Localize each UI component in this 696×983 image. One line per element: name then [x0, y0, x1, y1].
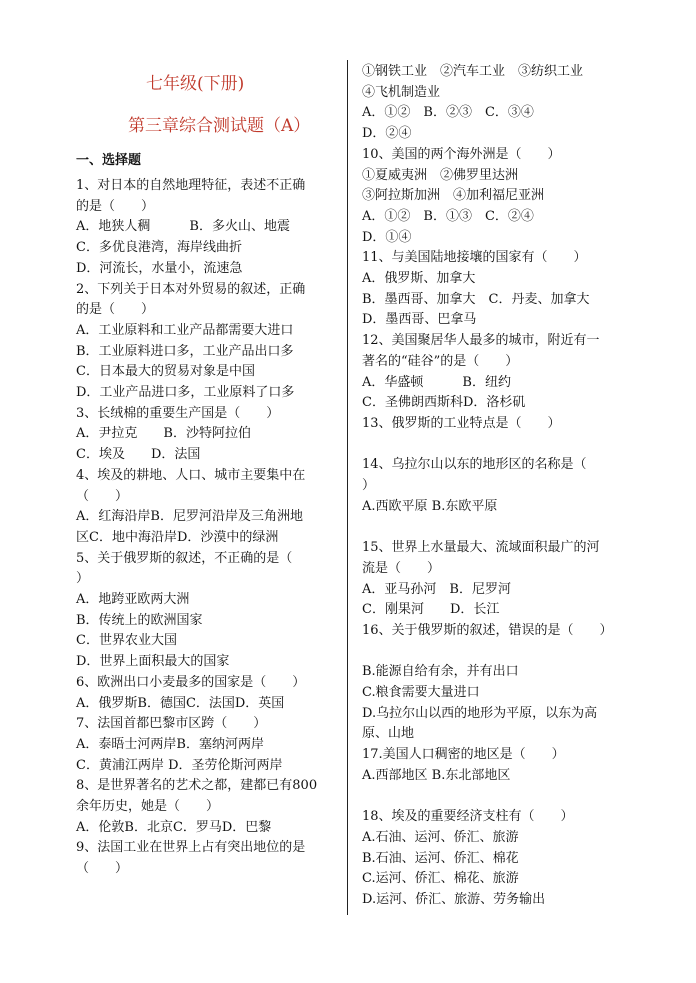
text-line: A．俄罗斯、加拿大: [362, 271, 476, 286]
text-line: A．泰晤士河两岸B．塞纳河两岸: [76, 736, 264, 752]
text-line: 原、山地: [362, 726, 415, 742]
text-line: D.运河、侨汇、旅游、劳务输出: [362, 892, 546, 907]
text-line: B．工业原料进口多，工业产品出口多: [76, 343, 294, 359]
text-line: C．埃及 D．法国: [76, 447, 201, 463]
text-line: A．工业原料和工业产品都需要大进口: [76, 322, 294, 338]
text-line: ④飞机制造业: [362, 84, 441, 100]
text-line: 的是（ ）: [76, 198, 155, 214]
text-line: D．②④: [362, 126, 412, 142]
text-line: A.西欧平原 B.东欧平原: [362, 498, 498, 514]
text-line: B.能源自给有余，并有出口: [362, 664, 519, 680]
text-line: C．世界农业大国: [76, 633, 177, 649]
text-line: A．①② B．①③ C．②④: [362, 208, 534, 224]
page-title: 七年级(下册): [146, 74, 245, 94]
text-line: D．墨西哥、巴拿马: [362, 312, 477, 328]
text-line: D．世界上面积最大的国家: [76, 654, 230, 670]
text-line: A.西部地区 B.东北部地区: [362, 767, 511, 783]
text-line: A．尹拉克 B．沙特阿拉伯: [76, 426, 251, 442]
text-line: 15、世界上水量最大、流域面积最广的河: [362, 540, 600, 556]
text-line: D．工业产品进口多，工业原料了口多: [76, 385, 295, 400]
text-line: 16、关于俄罗斯的叙述，错误的是（ ）: [362, 622, 613, 638]
text-line: 18、埃及的重要经济支柱有（ ）: [362, 809, 574, 825]
text-line: C．刚果河 D．长江: [362, 602, 500, 618]
text-line: A.石油、运河、侨汇、旅游: [362, 829, 519, 845]
text-line: D.乌拉尔山以西的地形为平原，以东为高: [362, 705, 598, 721]
text-line: ①夏威夷洲 ②佛罗里达洲: [362, 167, 519, 183]
text-line: 余年历史，她是（ ）: [76, 799, 220, 814]
text-line: 12、美国聚居华人最多的城市，附近有一: [362, 333, 600, 349]
text-line: 3、长绒棉的重要生产国是（ ）: [76, 405, 280, 421]
text-line: C．多优良港湾，海岸线曲折: [76, 240, 242, 256]
text-line: 8、是世界著名的艺术之都，建都已有800: [76, 778, 318, 794]
section-heading: 一、选择题: [76, 153, 142, 168]
text-line: 的是（ ）: [76, 302, 155, 318]
text-line: A．俄罗斯B．德国C．法国D．英国: [76, 695, 285, 711]
text-line: C.运河、侨汇、棉花、旅游: [362, 871, 519, 887]
text-line: 10、美国的两个海外洲是（ ）: [362, 146, 561, 162]
text-line: 4、埃及的耕地、人口、城市主要集中在: [76, 467, 306, 483]
text-line: 14、乌拉尔山以东的地形区的名称是（: [362, 457, 587, 473]
text-line: A．地跨亚欧两大洲: [76, 592, 190, 607]
text-line: 1、对日本的自然地理特征，表述不正确: [76, 178, 306, 193]
text-line: C.粮食需要大量进口: [362, 685, 480, 700]
text-line: ）: [362, 478, 376, 493]
page-subtitle: 第三章综合测试题（A）: [128, 116, 311, 136]
text-line: A．红海沿岸B．尼罗河沿岸及三角洲地: [76, 509, 303, 525]
text-line: 著名的“硅谷”的是（ ）: [362, 353, 519, 369]
text-line: A．①② B．②③ C．③④: [362, 105, 534, 121]
text-line: C．黄浦江两岸 D．圣劳伦斯河两岸: [76, 757, 283, 773]
text-line: ）: [76, 571, 90, 587]
text-line: 5、关于俄罗斯的叙述，不正确的是（: [76, 550, 293, 566]
text-line: C．日本最大的贸易对象是中国: [76, 364, 255, 380]
text-line: 6、欧洲出口小麦最多的国家是（ ）: [76, 674, 306, 690]
text-line: 7、法国首都巴黎市区跨（ ）: [76, 716, 267, 732]
column-divider: [347, 60, 348, 915]
text-line: B．墨西哥、加拿大 C．丹麦、加拿大: [362, 291, 590, 307]
text-line: C．圣佛朗西斯科D．洛杉矶: [362, 395, 526, 411]
text-line: ①钢铁工业 ②汽车工业 ③纺织工业: [362, 64, 584, 79]
text-line: B．传统上的欧洲国家: [76, 612, 203, 628]
text-line: 17.美国人口稠密的地区是（ ）: [362, 747, 565, 763]
text-line: ③阿拉斯加洲 ④加利福尼亚洲: [362, 188, 545, 204]
text-line: D．河流长，水量小，流速急: [76, 260, 243, 276]
text-line: 11、与美国陆地接壤的国家有（ ）: [362, 250, 587, 266]
text-line: （ ）: [76, 861, 129, 877]
text-line: 流是（ ）: [362, 560, 441, 576]
text-line: A．伦敦B．北京C．罗马D．巴黎: [76, 819, 272, 835]
text-line: 2、下列关于日本对外贸易的叙述，正确: [76, 281, 306, 297]
text-line: （ ）: [76, 488, 129, 504]
text-line: B.石油、运河、侨汇、棉花: [362, 850, 519, 866]
text-line: 区C．地中海沿岸D．沙漠中的绿洲: [76, 529, 279, 545]
text-line: A．地狭人稠 B．多火山、地震: [76, 219, 290, 235]
text-line: A．华盛顿 B．纽约: [362, 374, 511, 390]
text-line: D．①④: [362, 229, 412, 245]
text-line: 9、法国工业在世界上占有突出地位的是: [76, 840, 306, 856]
text-line: A．亚马孙河 B．尼罗河: [362, 581, 511, 597]
text-line: 13、俄罗斯的工业特点是（ ）: [362, 415, 561, 431]
